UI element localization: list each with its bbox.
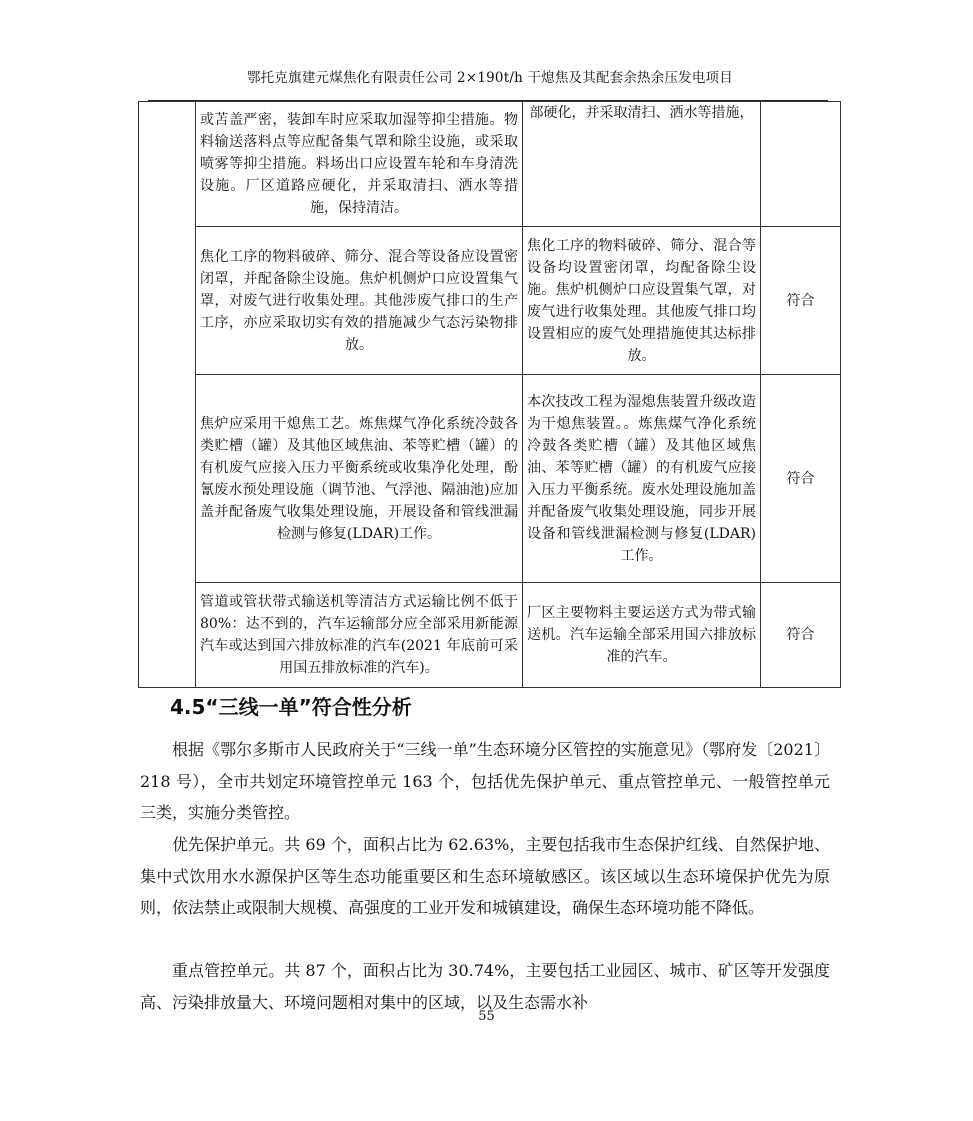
body-paragraph: 重点管控单元。共 87 个，面积占比为 30.74%，主要包括工业园区、城市、矿区等开发强度高、污染排放量大、环境问题相对集中的区域，以及生态需水补 [140,961,830,1012]
requirement-cell: 或苫盖严密，装卸车时应采取加湿等抑尘措施。物料输送落料点等应配备集气罩和除尘设施，或采取喷雾等抑尘措施。料场出口应设置车轮和车身清洗设施。厂区道路应硬化，并采取清扫、洒水等措施，保持清洁。 [196,102,523,227]
body-paragraph: 根据《鄂尔多斯市人民政府关于“三线一单”生态环境分区管控的实施意见》（鄂府发〔2021〕218 号），全市共划定环境管控单元 163 个，包括优先保护单元、重点管控单元、一般管控单元三类，实施分类管控。 [140,740,830,822]
table-row [139,375,841,583]
result-cell: 符合 [761,375,841,583]
project-cell: 厂区主要物料主要运送方式为带式输送机。汽车运输全部采用国六排放标准的汽车。 [523,583,761,688]
page-number: 55 [478,1009,495,1024]
requirement-cell: 焦炉应采用干熄焦工艺。炼焦煤气净化系统冷鼓各类贮槽（罐）及其他区域焦油、苯等贮槽（罐）的有机废气应接入压力平衡系统或收集净化处理，酚氰废水预处理设施（调节池、气浮池、隔油池)应加盖并配备废气收集处理设施，开展设备和管线泄漏检测与修复(LDAR)工作。 [196,375,523,583]
table-row [139,102,841,227]
table-row [139,583,841,688]
requirement-cell: 管道或管状带式输送机等清洁方式运输比例不低于 80%：达不到的，汽车运输部分应全部采用新能源汽车或达到国六排放标准的汽车(2021 年底前可采用国五排放标准的汽车)。 [196,583,523,688]
body-paragraph: 优先保护单元。共 69 个，面积占比为 62.63%，主要包括我市生态保护红线、自然保护地、集中式饮用水水源保护区等生态功能重要区和生态环境敏感区。该区域以生态环境保护优先为原则，依法禁止或限制大规模、高强度的工业开发和城镇建设，确保生态环境功能不降低。 [140,835,830,917]
section-heading: 4.5“三线一单”符合性分析 [170,695,412,719]
project-cell: 本次技改工程为湿熄焦装置升级改造为干熄焦装置。。炼焦煤气净化系统冷鼓各类贮槽（罐）及其他区域焦油、苯等贮槽（罐）的有机废气应接入压力平衡系统。废水处理设施加盖并配备废气收集处理设施，同步开展设备和管线泄漏检测与修复(LDAR)工作。 [523,375,761,583]
result-cell: 符合 [761,227,841,375]
project-cell: 部硬化，并采取清扫、洒水等措施， [523,102,761,227]
compliance-table [138,101,841,688]
page-header: 鄂托克旗建元煤焦化有限责任公司 2×190t/h 干熄焦及其配套余热余压发电项目 [247,70,733,86]
project-cell: 焦化工序的物料破碎、筛分、混合等设备均设置密闭罩，均配备除尘设施。焦炉机侧炉口应设置集气罩，对废气进行收集处理。其他废气排口均设置相应的废气处理措施使其达标排放。 [523,227,761,375]
requirement-cell: 焦化工序的物料破碎、筛分、混合等设备应设置密闭罩，并配备除尘设施。焦炉机侧炉口应设置集气罩，对废气进行收集处理。其他涉废气排口的生产工序，亦应采取切实有效的措施减少气态污染物排放。 [196,227,523,375]
result-cell: 符合 [761,583,841,688]
table-row [139,227,841,375]
result-cell [761,102,841,227]
merged-category-cell [139,102,196,688]
